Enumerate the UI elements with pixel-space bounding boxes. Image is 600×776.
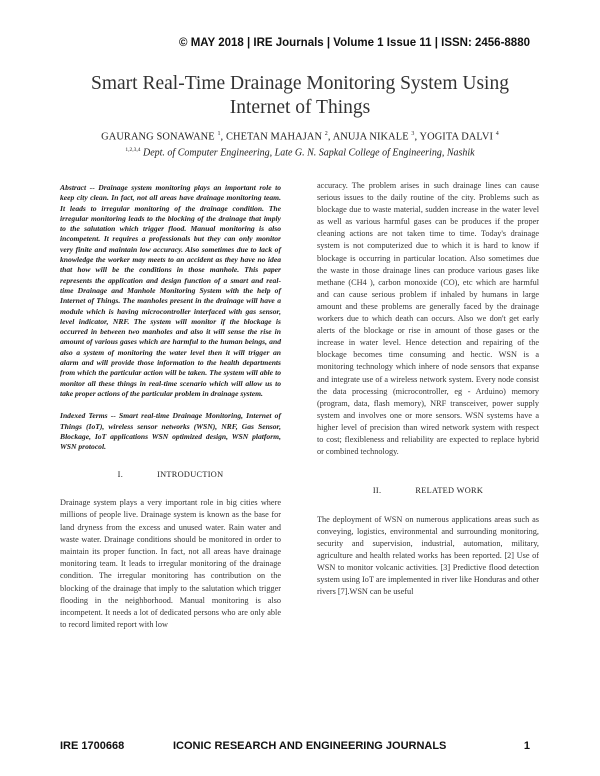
affiliation-text: Dept. of Computer Engineering, Late G. N. Sapkal College of Engineering, Nashik (142, 147, 475, 159)
author-index: 1 (217, 131, 221, 137)
index-terms: Indexed Terms -- Smart real-time Drainage Monitoring, Internet of Things (IoT), wireless sensor networks (WSN), NRF, Gas Sensor, Blockage, IoT applications WSN optimized design, WSN platform, WSN protocol. (60, 411, 281, 452)
journal-header (0, 37, 600, 49)
introduction-continued-text: accuracy. The problem arises in such drainage lines can cause serious issues to the daily routine of the city. Problems such as blockage due to waste material, sudden increase in the water level as well as various harmful gases can be produces if the proper cleaning actions are not taken time to time. Today's drainage system is not computerized due to which it is hard to know if blockage is occurring in particular location. Also sometimes due the waste in those drainage lines can produce various gases like methane (CH4 ), carbon monoxide (CO), etc which are harmful and can cause serious problem if inhaled by humans in large amount and these problems are generally faced by the drainage workers due to which death can occurs. Also we don't get early alerts of the blockage or rise in amount of those gases or the increase in water level. Hence detection and repairing of the blockage becomes time consuming and hectic. WSN is a monitoring technology which inhere of node sensors that expanse and integrate use of a wireless network system. Every node consist the data processing (microcontroller, eg - Arduino) memory (program, data, flash memory), NRF transceiver, power supply system and involves one or more sensors. WSN systems have a higher level of precision than wired network system with respect to cost; flexibleness and reliability are expected to replace hybrid or combined technology. (317, 181, 539, 457)
paper-title-line-1: Smart Real-Time Drainage Monitoring System Using (91, 73, 509, 94)
author-list: GAURANG SONAWANE $^1$, CHETAN MAHAJAN $^2$, ANUJA NIKALE $^3$, YOGITA DALVI $^4$ (101, 131, 499, 143)
related-work-text: The deployment of WSN on numerous applications areas such as conveying, logistics, environmental and surrounding monitoring, security and supervision, industrial, automation, military, agriculture and health related works has been reported. [2] Use of WSN to monitor volcanic activities. [3] Predictive flood detection system using IoT are implemented in river like Honduras and other rivers [7].WSN can be useful (317, 514, 539, 597)
author-name: CHETAN MAHAJAN (225, 131, 323, 143)
abstract: Abstract -- Drainage system monitoring plays an important role to keep city clean. In fact, not all areas have drainage monitoring team. It leads to irregular monitoring of the drainage condition. The irregular monitoring leads to the blocking of the drainage that imply to the salutation which trigger flood. Manual monitoring is also incompetent. It requires a professionals but they can only monitor very finite and maintain low accuracy. Also sometimes due to lack of knowledge the worker may meets to an accident as they have no idea that how will be the conditions in those manhole. This paper represents the application and design function of a smart and real-time Drainage and Manhole Monitoring System with the help of Internet of Things. The manholes present in the drainage will have a module which is having microcontroller interfaced with gas sensor, level indicator, NRF. The system will monitor if the blockage is occurred in between two manholes and also it will sense the rise in amount of various gases which are harmful to the human beings, and also a system of monitoring the water level then it will trigger an alarm and will provide those information to the health departments from which the particular action will be taken. The system will able to monitor all these things in real-time scenario which will allow us to take proper actions of the particular problem in drainage system. (60, 183, 281, 398)
paper-title-line-2: Internet of Things (229, 97, 371, 118)
section-title: INTRODUCTION (157, 470, 224, 480)
page-number: 1 (523, 740, 530, 752)
author-name: GAURANG SONAWANE (101, 131, 215, 143)
author-index: 3 (411, 131, 415, 137)
author-name: YOGITA DALVI (419, 131, 494, 143)
section-heading-introduction (60, 470, 281, 481)
introduction-text: Drainage system plays a very important role in big cities where millions of people live. Drainage system is known as the base for land dryness from the excess and unused water. Rain water and waste water. Drainage conditions should be monitored in order to maintain its proper function. In fact, not all areas have drainage monitoring team. It leads to irregular monitoring of the drainage condition. The irregular monitoring has contribution on the blocking of the drainage that imply to the salutation which trigger flooding in the neighborhood. Manual monitoring is also incompetent. It needs a lot of dedicated persons who are only able to record limited report with low (60, 498, 281, 630)
left-column (60, 183, 281, 631)
author-index: 4 (495, 131, 499, 137)
affiliation (40, 147, 560, 158)
affiliation-index: 1,2,3,4 (125, 147, 141, 153)
paper-id: IRE 1700668 (60, 740, 125, 752)
section-heading-related-work (317, 486, 539, 497)
journal-name: ICONIC RESEARCH AND ENGINEERING JOURNALS (173, 740, 447, 752)
author-index: 2 (324, 131, 328, 137)
section-number: I. (117, 470, 124, 480)
right-column (317, 180, 539, 599)
section-title: RELATED WORK (415, 486, 484, 496)
author-name: ANUJA NIKALE (332, 131, 409, 143)
paper-title (60, 72, 540, 120)
journal-header-text: © MAY 2018 | IRE Journals | Volume 1 Issue 11 | ISSN: 2456-8880 (179, 37, 530, 49)
section-number: II. (372, 486, 382, 496)
